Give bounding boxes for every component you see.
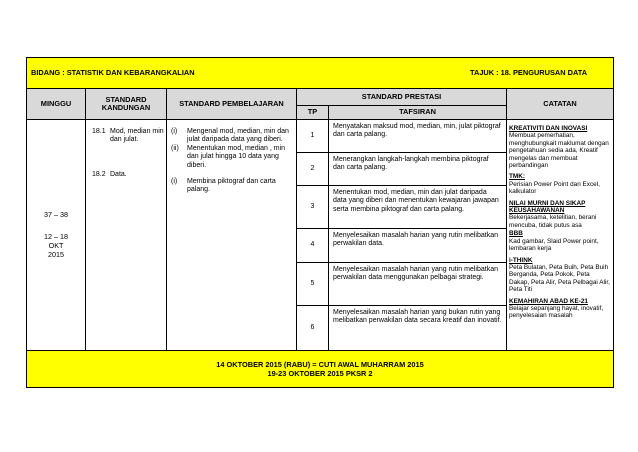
- sp-item-number: (ii): [171, 144, 179, 152]
- abad-text: Belajar sepanjang hayat, inovatif, penyelesaian masalah: [509, 304, 604, 320]
- tp-cell: 6: [297, 306, 329, 351]
- tmk-text: Perisian Power Point dan Excel, kalkulator: [509, 180, 600, 196]
- abad-heading: KEMAHIRAN ABAD KE-21: [509, 297, 588, 305]
- bbb-text: Kad gambar, Slaid Power point, lembaran kerja: [509, 237, 599, 253]
- nilai-text: Bekerjasama, ketelitian, berani mencuba, tidak putus asa: [509, 214, 597, 229]
- header-row-1: [27, 89, 614, 106]
- sp-item-text: Membina piktograf dan carta palang.: [187, 178, 276, 194]
- minggu-cell: [27, 120, 86, 351]
- col-standard-pembelajaran: STANDARD PEMBELAJARAN: [167, 89, 297, 120]
- tp-cell: 5: [297, 263, 329, 306]
- sp-item: [171, 145, 294, 170]
- tajuk-label: TAJUK : 18. PENGURUSAN DATA: [470, 67, 588, 77]
- rpt-table: [26, 57, 614, 388]
- col-tp: TP: [297, 106, 329, 120]
- minggu-range: 37 – 38: [44, 209, 68, 219]
- footer-line-2: 19-23 OKTOBER 2015 PKSR 2: [267, 369, 373, 378]
- tmk-heading: TMK:: [509, 173, 525, 181]
- content-row-1: [27, 120, 614, 153]
- tafsiran-cell: Menyelesaikan masalah harian yang bukan rutin yang melibatkan perwakilan data secara kreatif dan inovatif.: [329, 306, 507, 351]
- tafsiran-cell: Menyelesaikan masalah harian yang rutin melibatkan perwakilan data.: [329, 229, 507, 263]
- col-minggu: MINGGU: [27, 89, 86, 120]
- col-standard-kandungan-label: STANDARD KANDUNGAN: [101, 94, 151, 112]
- footer-line-1: 14 OKTOBER 2015 (RABU) = CUTI AWAL MUHARRAM 2015: [216, 360, 424, 369]
- tp-cell: 1: [297, 120, 329, 153]
- sp-item-number: (i): [171, 178, 178, 186]
- sp-item-text: Menentukan mod, median , min dan julat hingga 10 data yang diberi.: [187, 144, 286, 169]
- sp-item-text: Mengenal mod, median, min dan julat daripada data yang diberi.: [187, 128, 289, 144]
- sp-item: [171, 128, 294, 145]
- sp-item-number: (i): [171, 128, 178, 135]
- sk-item: [92, 171, 164, 179]
- tp-cell: 2: [297, 153, 329, 186]
- col-catatan: CATATAN: [507, 89, 614, 120]
- minggu-dates: 12 – 18: [44, 232, 68, 242]
- ithink-text: Peta Bulatan, Peta Buih, Peta Buih Berganda, Peta Pokok, Peta Dakap, Peta Alir, Peta Pelbagai Alir, Peta Titi: [509, 263, 610, 294]
- tp-cell: 3: [297, 186, 329, 229]
- ithink-heading: i-THINK: [509, 256, 533, 264]
- col-tafsiran: TAFSIRAN: [329, 106, 507, 120]
- kreativiti-text: Membuat pemerhatian, menghubungkait maklumat dengan pengetahuan sedia ada, Kreatif mengelas dan membuat perbandingan: [509, 132, 609, 170]
- footer-note: [27, 351, 614, 388]
- sk-item: [92, 128, 164, 145]
- topic-row: [27, 58, 614, 89]
- bbb-heading: BBB: [509, 230, 523, 238]
- kreativiti-heading: KREATIVITI DAN INOVASI: [509, 125, 588, 132]
- tp-cell: 4: [297, 229, 329, 263]
- nilai-heading: NILAI MURNI DAN SIKAP KEUSAHAWANAN: [509, 199, 586, 215]
- tafsiran-cell: Menentukan mod, median, min dan julat daripada data yang diberi dan menentukan kewajaran jawapan serta membina piktograf dan carta palang.: [329, 186, 507, 229]
- minggu-year: 2015: [48, 249, 64, 259]
- footer-row: [27, 351, 614, 388]
- standard-kandungan-cell: [86, 120, 167, 351]
- col-standard-kandungan: [86, 89, 167, 120]
- sp-item: [171, 178, 294, 195]
- tafsiran-cell: Menerangkan langkah-langkah membina piktograf dan carta palang.: [329, 153, 507, 186]
- sk-item-number: 18.2: [92, 170, 106, 178]
- rpt-sheet: [26, 57, 613, 388]
- sk-item-text: Data.: [110, 170, 127, 178]
- tafsiran-cell: Menyatakan maksud mod, median, min, julat piktograf dan carta palang.: [329, 120, 507, 153]
- sk-item-number: 18.1: [92, 128, 106, 135]
- sk-item-text: Mod, median min dan julat.: [110, 128, 164, 144]
- tafsiran-cell: Menyelesaikan masalah harian yang rutin melibatkan perwakilan data menggunakan pelbagai strategi.: [329, 263, 507, 306]
- col-standard-prestasi: STANDARD PRESTASI: [297, 89, 507, 106]
- standard-pembelajaran-cell: [167, 120, 297, 351]
- minggu-month: OKT: [48, 241, 64, 250]
- catatan-cell: [507, 120, 614, 351]
- bidang-label: BIDANG : STATISTIK DAN KEBARANGKALIAN: [31, 67, 195, 77]
- topic-banner: [27, 58, 614, 89]
